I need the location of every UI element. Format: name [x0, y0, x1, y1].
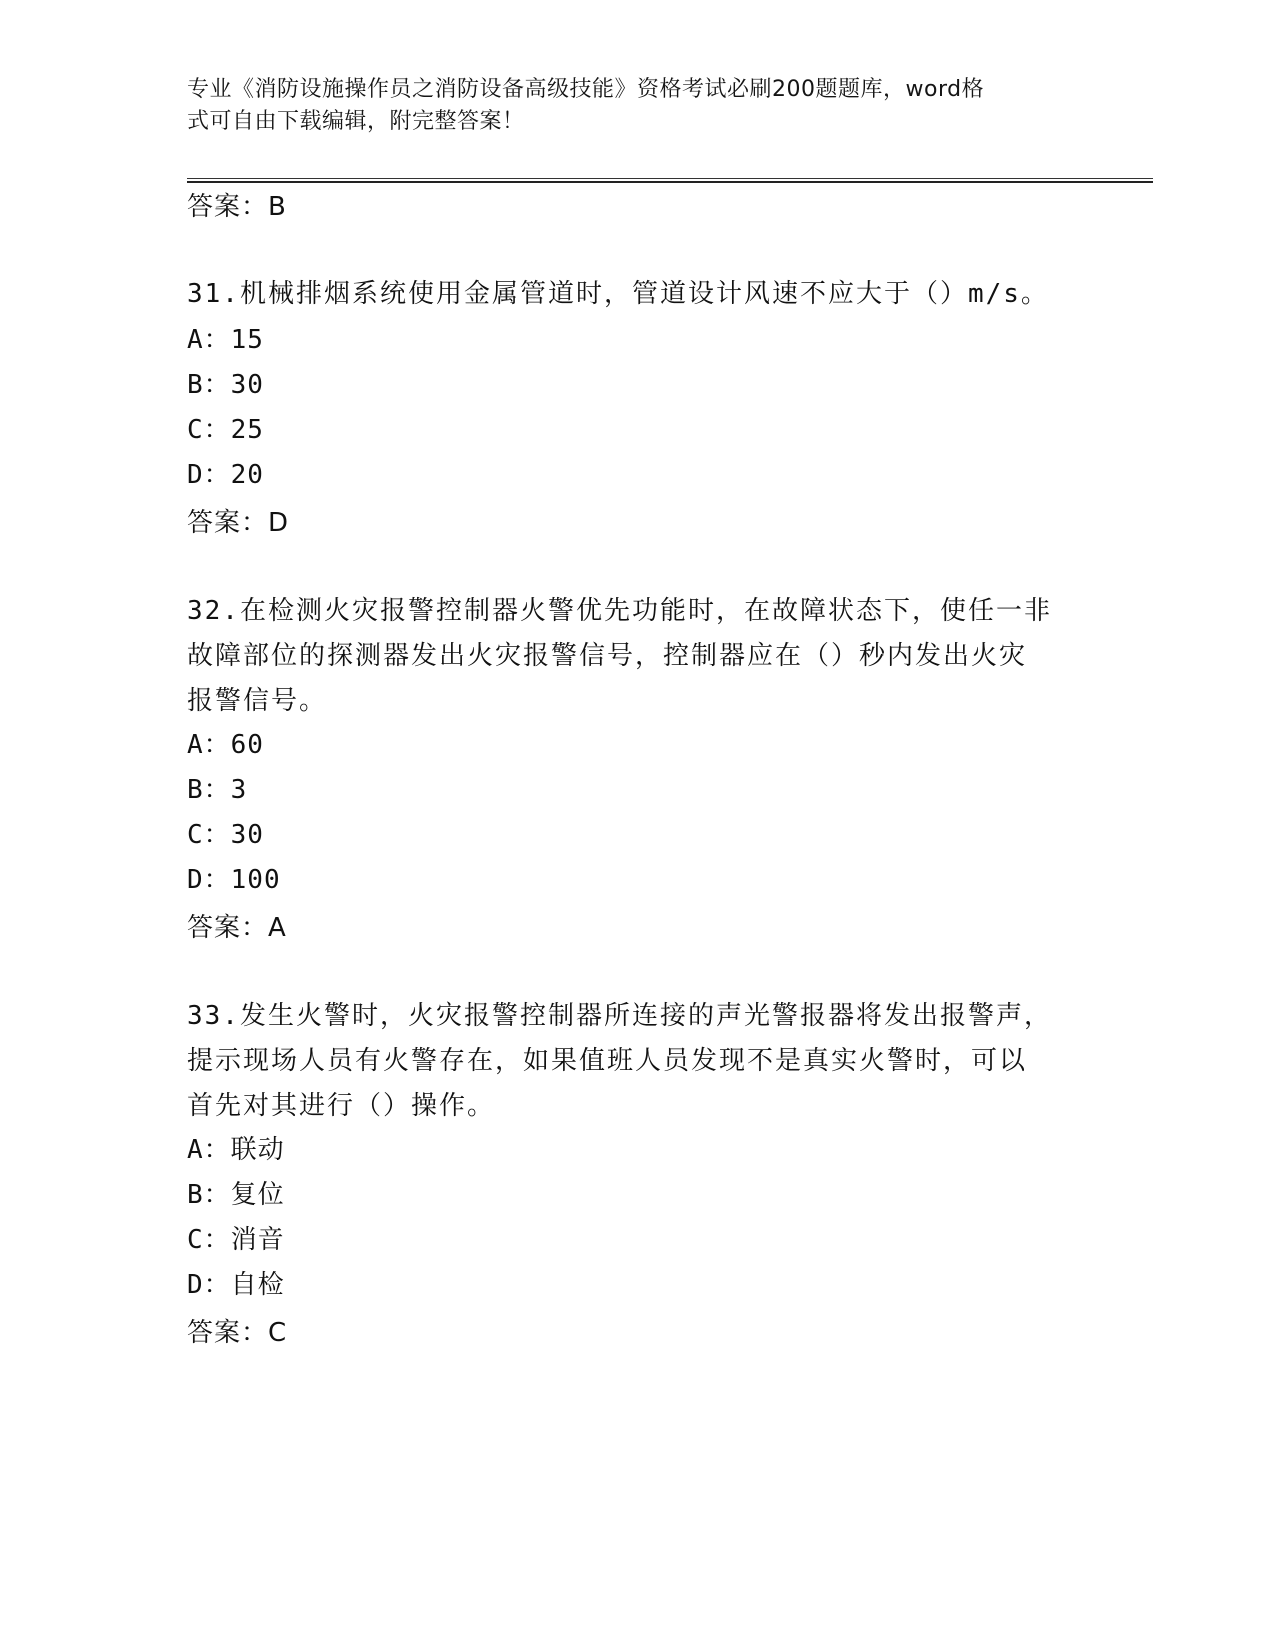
header-line-1: 专业《消防设施操作员之消防设备高级技能》资格考试必刷200题题库，word格	[187, 77, 985, 102]
question-33-option-b: B：复位	[187, 1180, 285, 1210]
question-32-line-2: 故障部位的探测器发出火灾报警信号，控制器应在（）秒内发出火灾	[187, 641, 1028, 671]
question-32-option-a: A：60	[187, 730, 264, 760]
question-32-option-d: D：100	[187, 865, 281, 895]
question-32	[187, 589, 1087, 724]
question-33-line-1: 33.发生火警时，火灾报警控制器所连接的声光警报器将发出报警声，	[187, 1001, 1052, 1031]
question-33-option-c: C：消音	[187, 1225, 285, 1255]
question-31-line-1: 31.机械排烟系统使用金属管道时，管道设计风速不应大于（）m/s。	[187, 279, 1049, 309]
question-33-line-2: 提示现场人员有火警存在，如果值班人员发现不是真实火警时，可以	[187, 1046, 1028, 1076]
question-31-option-b: B：30	[187, 370, 264, 400]
header-divider	[187, 178, 1153, 183]
question-33-option-a: A：联动	[187, 1135, 285, 1165]
question-32-option-c: C：30	[187, 820, 264, 850]
previous-answer: 答案：B	[187, 192, 287, 222]
question-31-option-c: C：25	[187, 415, 264, 445]
question-31	[187, 272, 1087, 317]
question-31-option-d: D：20	[187, 460, 264, 490]
question-32-option-b: B：3	[187, 775, 248, 805]
question-33	[187, 994, 1087, 1129]
question-31-option-a: A：15	[187, 325, 264, 355]
question-33-line-3: 首先对其进行（）操作。	[187, 1091, 496, 1121]
question-32-answer: 答案：A	[187, 913, 287, 943]
question-33-option-d: D：自检	[187, 1270, 285, 1300]
question-32-line-3: 报警信号。	[187, 686, 328, 716]
document-header	[187, 74, 1067, 138]
header-line-2: 式可自由下载编辑，附完整答案！	[187, 109, 525, 134]
question-32-line-1: 32.在检测火灾报警控制器火警优先功能时，在故障状态下，使任一非	[187, 596, 1052, 626]
question-33-answer: 答案：C	[187, 1318, 288, 1348]
question-31-answer: 答案：D	[187, 508, 290, 538]
